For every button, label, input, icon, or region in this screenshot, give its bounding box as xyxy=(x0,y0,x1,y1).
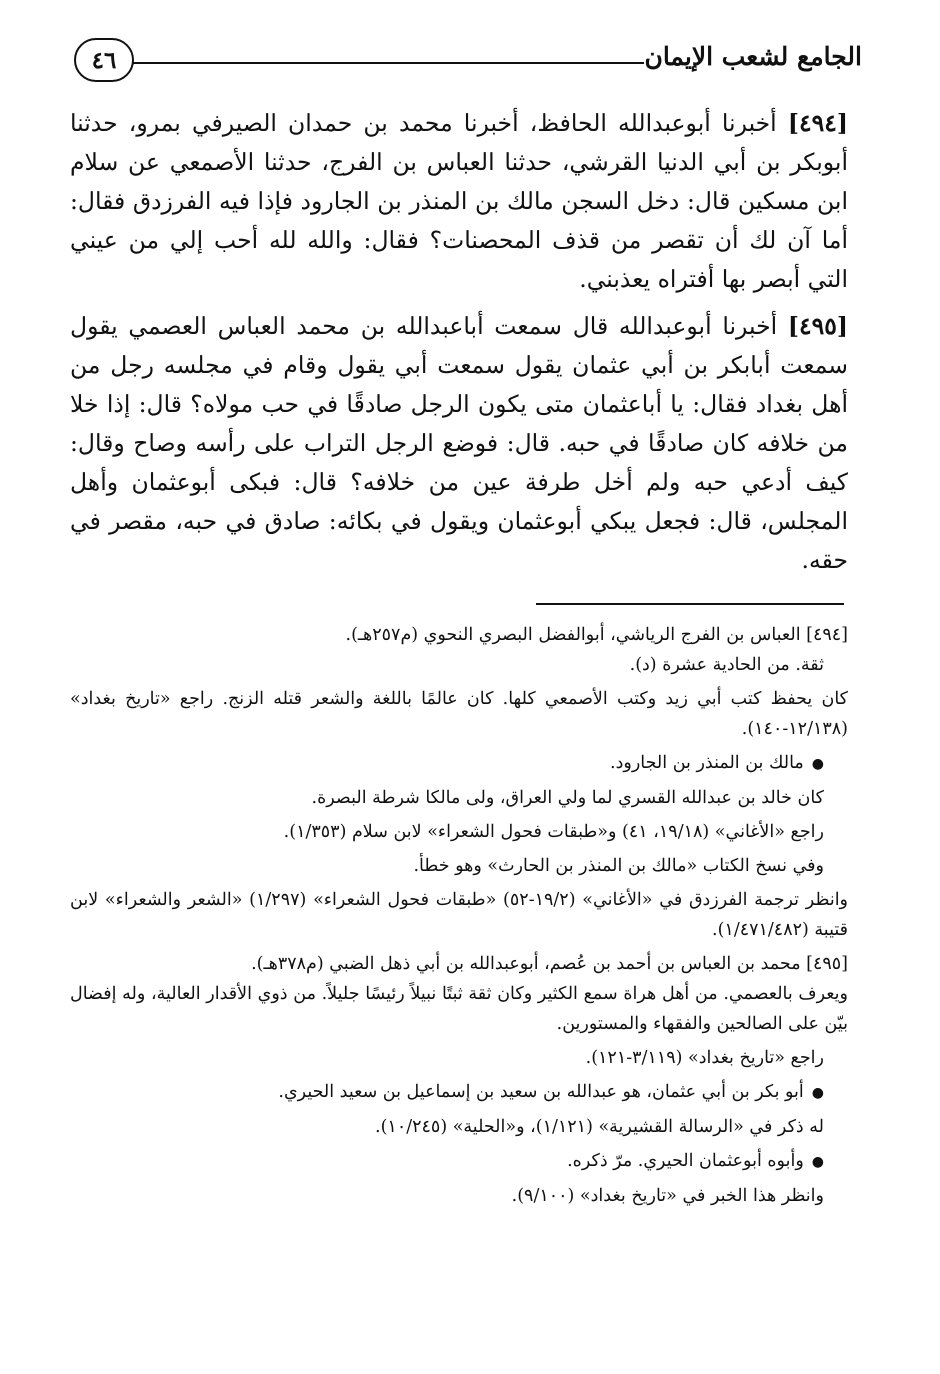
footnote-heading: [٤٩٤] العباس بن الفرج الرياشي، أبوالفضل البصري النحوي (م٢٥٧هـ). xyxy=(345,625,848,645)
footnote-line: وانظر ترجمة الفرزدق في «الأغاني» (١٩/٢-٥٢) «طبقات فحول الشعراء» (١/٢٩٧) «الشعر والشعراء» لابن قتيبة (١/٤٧١/٤٨٢). xyxy=(70,890,849,940)
header-rule xyxy=(132,62,644,64)
footnote-line xyxy=(70,1146,824,1177)
bullet-icon: ● xyxy=(811,756,824,772)
hadith-number: [٤٩٤] xyxy=(787,109,848,137)
footnote-line: وفي نسخ الكتاب «مالك بن المنذر بن الحارث» وهو خطأ. xyxy=(413,856,824,876)
hadith-495 xyxy=(70,307,848,580)
footnote-bullet-text: أبو بكر بن أبي عثمان، هو عبدالله بن سعيد بن إسماعيل بن سعيد الحيري. xyxy=(278,1082,804,1102)
hadith-text: أخبرنا أبوعبدالله قال سمعت أباعبدالله بن محمد العباس العصمي يقول سمعت أبابكر بن أبي عثمان يقول سمعت أبي يقول وقام في مجلسه رجل من أهل بغداد فقال: يا أباعثمان متى يكون الرجل صادقًا في حب مولاه؟ قال: إذا خلا من خلافه كان صادقًا في حبه. قال: فوضع الرجل التراب على رأسه وصاح وقال: كيف أدعي حبه ولم أخل طرفة عين من خلافه؟ قال: فبكى أبوعثمان وأهل المجلس، قال: فجعل يبكي أبوعثمان ويقول في بكائه: صادق في حبه، مقصر في حقه. xyxy=(70,312,848,574)
footnote-line: وانظر هذا الخبر في «تاريخ بغداد» (٩/١٠٠). xyxy=(511,1186,824,1206)
hadith-number: [٤٩٥] xyxy=(787,312,848,340)
footnote-line: ويعرف بالعصمي. من أهل هراة سمع الكثير وكان ثقة ثبتًا نبيلاً رئيسًا جليلاً. من ذوي الأقدار العالية، وله إفضال بيّن على الصالحين والفقهاء والمستورين. xyxy=(70,984,848,1034)
footnote-bullet-text: مالك بن المنذر بن الجارود. xyxy=(610,753,804,773)
footnote-separator xyxy=(536,603,844,605)
main-text xyxy=(70,104,848,588)
footnote-line: له ذكر في «الرسالة القشيرية» (١/١٢١)، و«الحلية» (١٠/٢٤٥). xyxy=(375,1117,824,1137)
bullet-icon: ● xyxy=(811,1085,824,1101)
footnotes xyxy=(70,620,848,1215)
footnote-line xyxy=(70,1077,824,1108)
hadith-text: أخبرنا أبوعبدالله الحافظ، أخبرنا محمد بن حمدان الصيرفي بمرو، حدثنا أبوبكر بن أبي الدنيا القرشي، حدثنا العباس بن الفرج، حدثنا الأصمعي عن سلام ابن مسكين قال: دخل السجن مالك بن المنذر بن الجارود فإذا فيه الفرزدق فقال: أما آن لك أن تقصر من قذف المحصنات؟ فقال: والله لله أحب إلي من عيني التي أبصر بها أفتراه يعذبني. xyxy=(70,109,848,293)
hadith-494 xyxy=(70,104,848,299)
footnote-line: كان خالد بن عبدالله القسري لما ولي العراق، ولى مالكا شرطة البصرة. xyxy=(311,788,824,808)
page-number: ٤٦ xyxy=(74,38,134,82)
footnote-heading: [٤٩٥] محمد بن العباس بن أحمد بن عُصم، أبوعبدالله بن أبي ذهل الضبي (م٣٧٨هـ). xyxy=(251,954,848,974)
footnote-line xyxy=(70,748,824,779)
footnote-line: كان يحفظ كتب أبي زيد وكتب الأصمعي كلها. كان عالمًا باللغة والشعر قتله الزنج. راجع «تاريخ بغداد» (١٢/١٣٨-١٤٠). xyxy=(70,689,848,739)
footnote-494 xyxy=(70,620,848,945)
footnote-line: ثقة. من الحادية عشرة (د). xyxy=(629,655,824,675)
running-title: الجامع لشعب الإيمان xyxy=(644,42,862,71)
footnote-bullet-text: وأبوه أبوعثمان الحيري. مرّ ذكره. xyxy=(567,1151,804,1171)
footnote-line: راجع «تاريخ بغداد» (٣/١١٩-١٢١). xyxy=(585,1048,824,1068)
page-header xyxy=(60,38,862,94)
footnote-495 xyxy=(70,949,848,1211)
bullet-icon: ● xyxy=(811,1154,824,1170)
footnote-line: راجع «الأغاني» (١٩/١٨، ٤١) و«طبقات فحول الشعراء» لابن سلام (١/٣٥٣). xyxy=(283,822,824,842)
